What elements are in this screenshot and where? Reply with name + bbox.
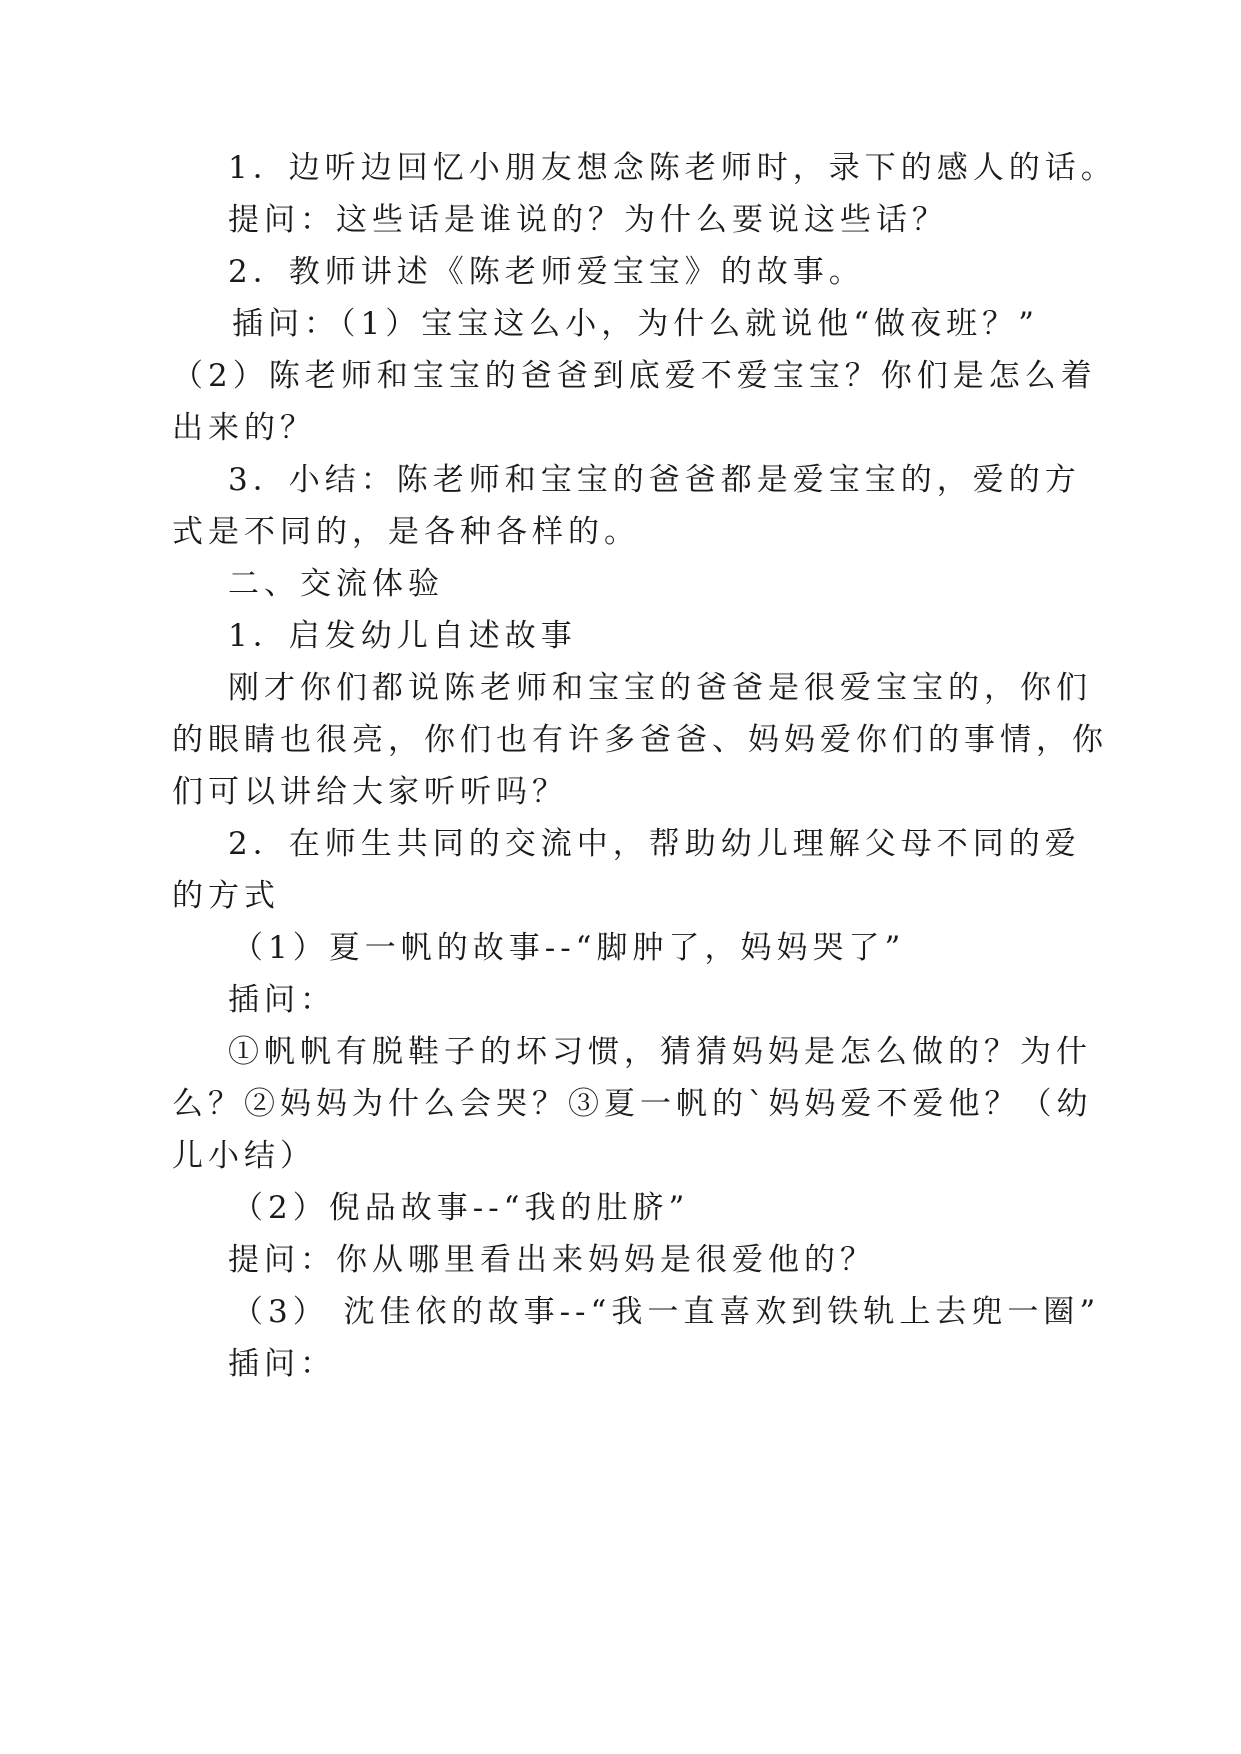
paragraph-line: 的方式 <box>172 878 280 914</box>
paragraph-line: 儿小结） <box>172 1138 316 1174</box>
paragraph-line: 么？②妈妈为什么会哭？③夏一帆的`妈妈爱不爱他？（幼 <box>172 1086 1093 1122</box>
paragraph-line: 2．在师生共同的交流中，帮助幼儿理解父母不同的爱 <box>228 826 1081 862</box>
paragraph-line: 提问：这些话是谁说的？为什么要说这些话？ <box>228 202 948 238</box>
paragraph-line: 出来的？ <box>172 410 316 446</box>
section-heading: 二、交流体验 <box>228 566 444 602</box>
paragraph-line: （2）陈老师和宝宝的爸爸到底爱不爱宝宝？你们是怎么着 <box>172 358 1097 394</box>
paragraph-line: ①帆帆有脱鞋子的坏习惯，猜猜妈妈是怎么做的？为什 <box>228 1034 1092 1070</box>
paragraph-line: （1）夏一帆的故事--“脚肿了，妈妈哭了” <box>232 930 906 966</box>
paragraph-line: 们可以讲给大家听听吗？ <box>172 774 568 810</box>
paragraph-line: 插问： <box>228 1346 336 1382</box>
paragraph-line: 插问： <box>228 982 336 1018</box>
paragraph-line: 式是不同的，是各种各样的。 <box>172 514 640 550</box>
paragraph-line: （2）倪品故事--“我的肚脐” <box>232 1190 690 1226</box>
paragraph-line: 2．教师讲述《陈老师爱宝宝》的故事。 <box>228 254 865 290</box>
paragraph-line: 刚才你们都说陈老师和宝宝的爸爸是很爱宝宝的，你们 <box>228 670 1092 706</box>
paragraph-line: 的眼睛也很亮，你们也有许多爸爸、妈妈爱你们的事情，你 <box>172 722 1108 758</box>
paragraph-line: 3．小结：陈老师和宝宝的爸爸都是爱宝宝的，爱的方 <box>228 462 1081 498</box>
paragraph-line: （3） 沈佳依的故事--“我一直喜欢到铁轨上去兜一圈” <box>232 1294 1101 1330</box>
paragraph-line: 1．边听边回忆小朋友想念陈老师时，录下的感人的话。 <box>228 150 1117 186</box>
paragraph-line: 1．启发幼儿自述故事 <box>228 618 577 654</box>
paragraph-line: 插问：（1）宝宝这么小，为什么就说他“做夜班？” <box>232 306 1039 342</box>
paragraph-line: 提问：你从哪里看出来妈妈是很爱他的？ <box>228 1242 876 1278</box>
